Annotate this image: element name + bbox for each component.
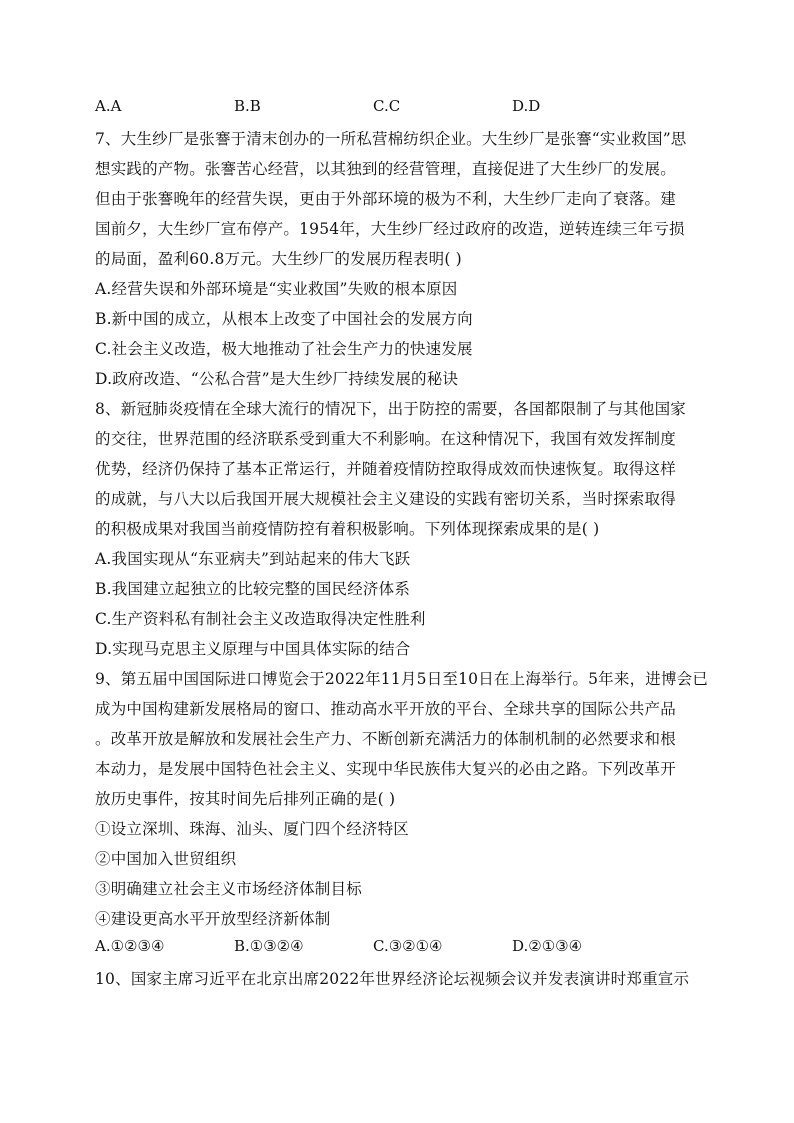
q6-option-a: A.A — [95, 97, 122, 115]
q9-item-4: ④建设更高水平开放型经济新体制 — [95, 910, 331, 928]
question-7 — [95, 124, 705, 394]
q6-option-c: C.C — [373, 97, 401, 115]
q8-stem-line: 的交往，世界范围的经济联系受到重大不利影响。在这种情况下，我国有效发挥制度 — [95, 430, 676, 448]
question-9 — [95, 664, 709, 958]
q7-stem-line: 想实践的产物。张謇苦心经营，以其独到的经营管理，直接促进了大生纱厂的发展。 — [95, 160, 676, 178]
q9-stem-line: 。改革开放是解放和发展社会生产力、不断创新充满活力的体制机制的必然要求和根 — [95, 730, 676, 748]
q9-stem-line: 成为中国构建新发展格局的窗口、推动高水平开放的平台、全球共享的国际公共产品 — [95, 700, 676, 718]
q6-option-d: D.D — [512, 97, 541, 115]
q6-option-b: B.B — [234, 97, 261, 115]
q8-option-c: C.生产资料私有制社会主义改造取得决定性胜利 — [95, 610, 426, 628]
q9-item-2: ②中国加入世贸组织 — [95, 850, 237, 868]
exam-page — [95, 94, 709, 994]
q9-option-d: D.②①③④ — [512, 937, 583, 955]
q8-stem-line: 8、新冠肺炎疫情在全球大流行的情况下，出于防控的需要，各国都限制了与其他国家 — [95, 400, 686, 418]
q8-stem-line: 的成就，与八大以后我国开展大规模社会主义建设的实践有密切关系，当时探索取得 — [95, 490, 676, 508]
q9-item-3: ③明确建立社会主义市场经济体制目标 — [95, 880, 362, 898]
q9-option-c: C.③②①④ — [373, 937, 443, 955]
q8-stem-line: 优势，经济仍保持了基本正常运行，并随着疫情防控取得成效而快速恢复。取得这样 — [95, 460, 676, 478]
q8-option-a: A.我国实现从“东亚病夫”到站起来的伟大飞跃 — [95, 550, 411, 568]
q8-option-d: D.实现马克思主义原理与中国具体实际的结合 — [95, 640, 411, 658]
q7-option-d: D.政府改造、“公私合营”是大生纱厂持续发展的秘诀 — [95, 370, 459, 388]
q7-stem-line: 国前夕，大生纱厂宣布停产。1954年，大生纱厂经过政府的改造，逆转连续三年亏损 — [95, 220, 685, 238]
q7-option-a: A.经营失误和外部环境是“实业救国”失败的根本原因 — [95, 280, 458, 298]
q7-option-c: C.社会主义改造，极大地推动了社会生产力的快速发展 — [95, 340, 473, 358]
q9-stem-line: 9、第五届中国国际进口博览会于2022年11月5日至10日在上海举行。5年来，进博会已 — [95, 670, 709, 688]
q9-option-a: A.①②③④ — [95, 937, 165, 955]
q9-stem-line: 本动力，是发展中国特色社会主义、实现中华民族伟大复兴的必由之路。下列改革开 — [95, 760, 676, 778]
q6-options — [95, 94, 705, 118]
q7-stem-line: 的局面，盈利60.8万元。大生纱厂的发展历程表明( ) — [95, 250, 462, 268]
q8-stem-line: 的积极成果对我国当前疫情防控有着积极影响。下列体现探索成果的是( ) — [95, 520, 600, 538]
q7-stem-line: 7、大生纱厂是张謇于清末创办的一所私营棉纺织企业。大生纱厂是张謇“实业救国”思 — [95, 130, 687, 148]
question-8 — [95, 394, 705, 664]
q9-option-b: B.①③②④ — [234, 937, 304, 955]
q7-stem-line: 但由于张謇晚年的经营失误，更由于外部环境的极为不利，大生纱厂走向了衰落。建 — [95, 190, 676, 208]
q7-option-b: B.新中国的成立，从根本上改变了中国社会的发展方向 — [95, 310, 473, 328]
question-10 — [95, 964, 705, 994]
q8-option-b: B.我国建立起独立的比较完整的国民经济体系 — [95, 580, 411, 598]
q9-item-1: ①设立深圳、珠海、汕头、厦门四个经济特区 — [95, 820, 410, 838]
q9-stem-line: 放历史事件，按其时间先后排列正确的是( ) — [95, 790, 396, 808]
q10-stem-line: 10、国家主席习近平在北京出席2022年世界经济论坛视频会议并发表演讲时郑重宣示 — [95, 970, 690, 988]
q9-options — [95, 934, 705, 958]
